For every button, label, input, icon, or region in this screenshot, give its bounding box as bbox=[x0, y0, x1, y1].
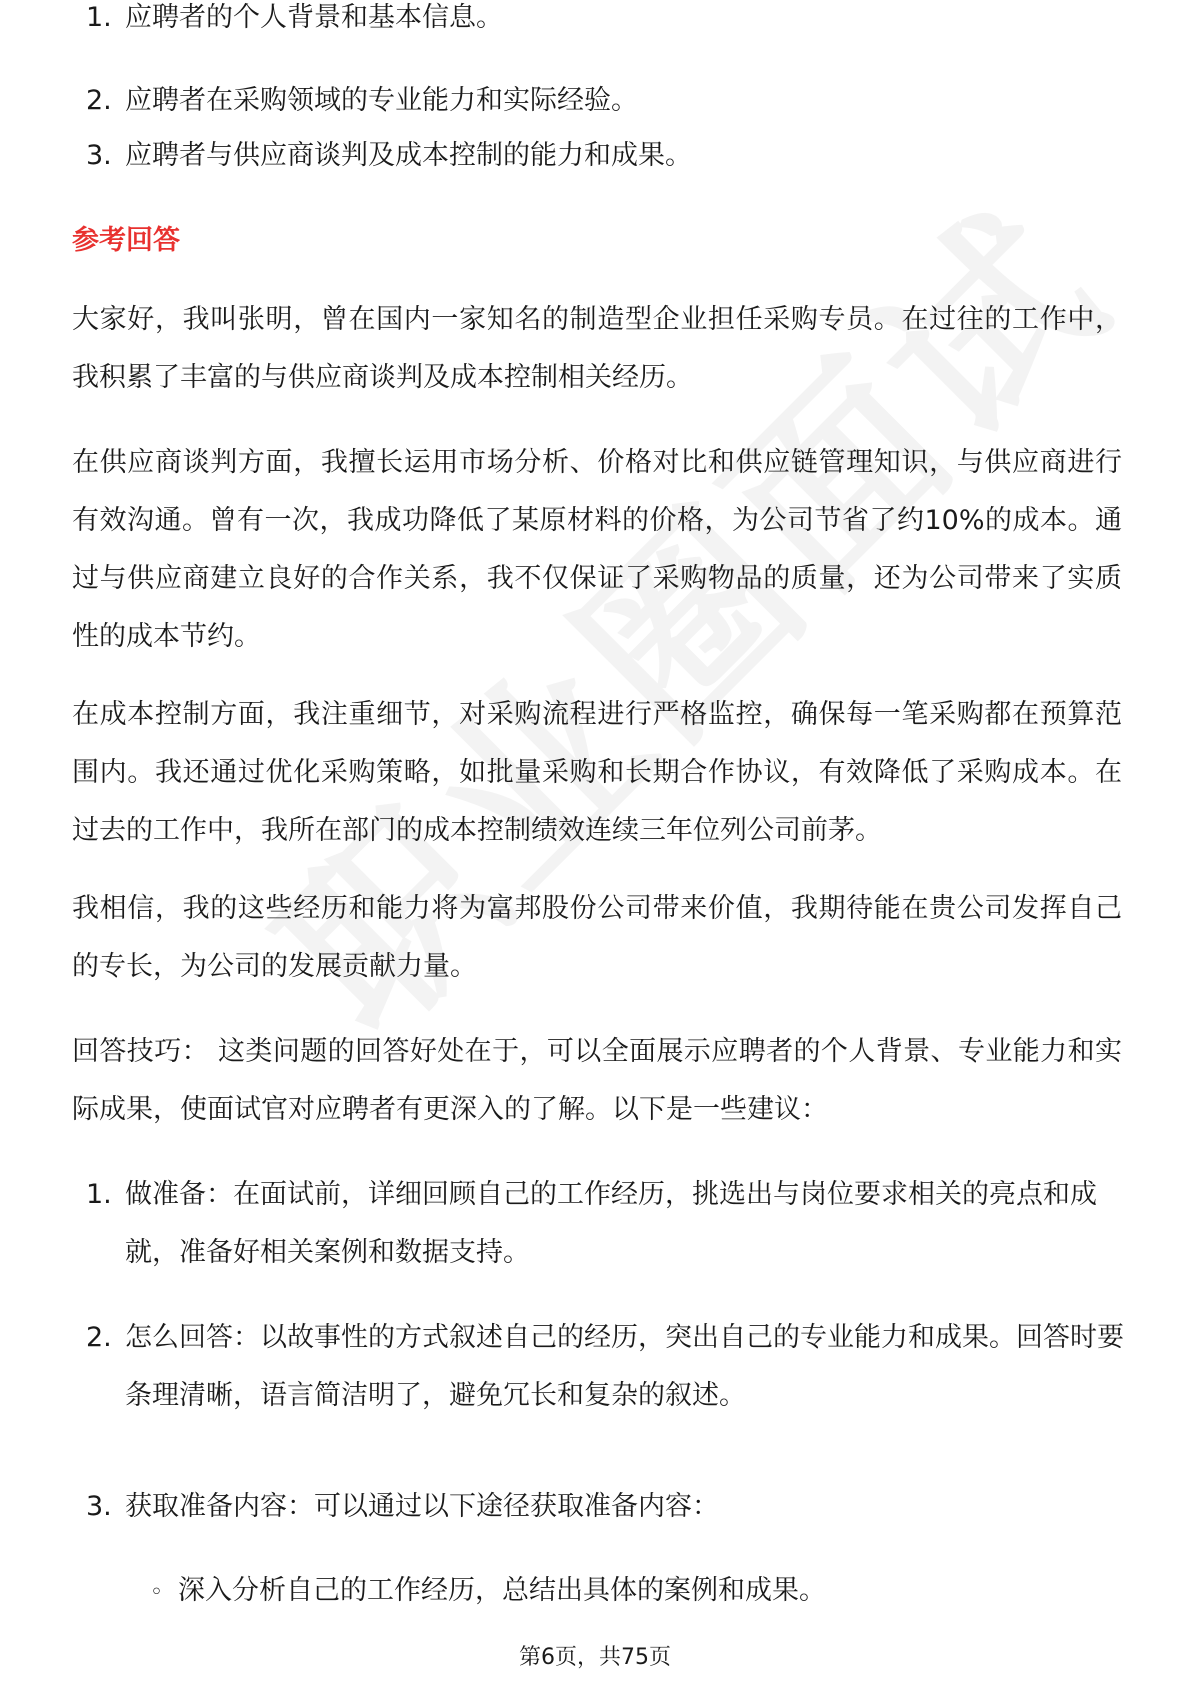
page-footer: 第6页，共75页 bbox=[519, 1645, 671, 1670]
tip-text: 做准备：在面试前，详细回顾自己的工作经历，挑选出与岗位要求相关的亮点和成就，准备好相关案例和数据支持。 bbox=[125, 1179, 1097, 1268]
tip-text: 获取准备内容：可以通过以下途径获取准备内容： bbox=[125, 1491, 719, 1522]
list-number: 3. bbox=[86, 140, 112, 171]
paragraph: 我相信，我的这些经历和能力将为富邦股份公司带来价值，我期待能在贵公司发挥自己的专长，为公司的发展贡献力量。 bbox=[72, 893, 1122, 982]
list-number: 2. bbox=[86, 85, 112, 116]
list-item-text: 应聘者在采购领域的专业能力和实际经验。 bbox=[125, 85, 638, 116]
sub-bullet-item bbox=[150, 1562, 826, 1622]
paragraph: 在成本控制方面，我注重细节，对采购流程进行严格监控，确保每一笔采购都在预算范围内。我还通过优化采购策略，如批量采购和长期合作协议，有效降低了采购成本。在过去的工作中，我所在部门的成本控制绩效连续三年位列公司前茅。 bbox=[72, 699, 1122, 846]
list-number: 2. bbox=[86, 1322, 112, 1353]
sub-bullet-text: 深入分析自己的工作经历，总结出具体的案例和成果。 bbox=[178, 1575, 826, 1606]
tip-text: 怎么回答：以故事性的方式叙述自己的经历，突出自己的专业能力和成果。回答时要条理清晰，语言简洁明了，避免冗长和复杂的叙述。 bbox=[125, 1322, 1124, 1411]
paragraph: 在供应商谈判方面，我擅长运用市场分析、价格对比和供应链管理知识，与供应商进行有效沟通。曾有一次，我成功降低了某原材料的价格，为公司节省了约10%的成本。通过与供应商建立良好的合作关系，我不仅保证了采购物品的质量，还为公司带来了实质性的成本节约。 bbox=[72, 447, 1122, 652]
cut-off-list-item bbox=[86, 2, 526, 61]
hollow-bullet-icon: ◦ bbox=[150, 1580, 163, 1605]
list-number: 3. bbox=[86, 1491, 112, 1522]
list-item-text: 应聘者与供应商谈判及成本控制的能力和成果。 bbox=[125, 140, 692, 171]
reference-answer-heading: 参考回答 bbox=[72, 225, 180, 256]
tips-intro: 回答技巧： 这类问题的回答好处在于，可以全面展示应聘者的个人背景、专业能力和实际成果，使面试官对应聘者有更深入的了解。以下是一些建议： bbox=[72, 1036, 1122, 1125]
paragraph: 大家好，我叫张明，曾在国内一家知名的制造型企业担任采购专员。在过往的工作中，我积累了丰富的与供应商谈判及成本控制相关经历。 bbox=[72, 304, 1122, 393]
list-number: 1. bbox=[86, 1179, 112, 1210]
cut-off-list-item-text: 应聘者的个人背景和基本信息。 bbox=[125, 2, 503, 33]
cut-off-list-number: 1. bbox=[86, 2, 112, 33]
